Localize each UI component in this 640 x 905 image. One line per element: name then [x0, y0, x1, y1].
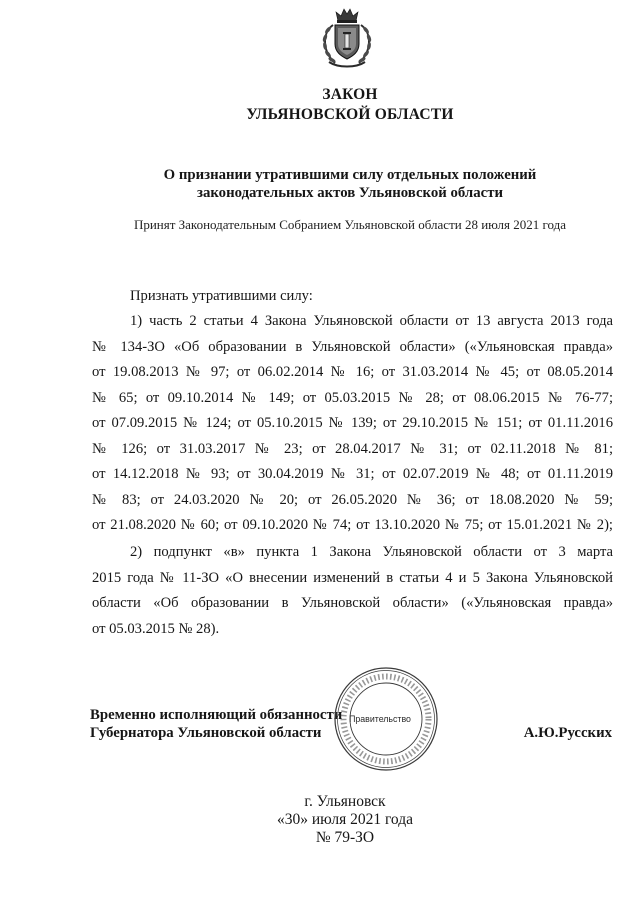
item-2-line: 2015 года № 11-ЗО «О внесении изменений в статьи 4 и 5 Закона Ульяновской — [92, 569, 613, 586]
law-number: № 79-ЗО — [315, 829, 375, 846]
item-2-line: 2) подпункт «в» пункта 1 Закона Ульяновской области от 3 марта — [130, 544, 613, 560]
item-2-paragraph — [92, 540, 613, 642]
item-1-line: от 14.12.2018 № 93; от 30.04.2019 № 31; от 02.07.2019 № 48; от 01.11.2019 — [92, 466, 613, 482]
item-1-paragraph — [92, 309, 613, 539]
signatory-position-line-1: Временно исполняющий обязанности — [90, 707, 343, 723]
law-subject-line-2: законодательных актов Ульяновской области — [197, 185, 503, 201]
official-stamp-icon — [333, 666, 439, 772]
item-1-line: № 134-ЗО «Об образовании в Ульяновской области» («Ульяновская правда» — [92, 338, 613, 355]
adoption-note: Принят Законодательным Собранием Ульяновской области 28 июля 2021 года — [133, 217, 567, 232]
item-2-line: области «Об образовании в Ульяновской области» («Ульяновская правда» — [92, 595, 613, 611]
item-1-line: 1) часть 2 статьи 4 Закона Ульяновской области от 13 августа 2013 года — [130, 313, 613, 329]
item-1-line: от 07.09.2015 № 124; от 05.10.2015 № 139; от 29.10.2015 № 151; от 01.11.2016 — [92, 415, 613, 431]
signatory-name: А.Ю.Русских — [523, 725, 612, 741]
signatory-position-line-2: Губернатора Ульяновской области — [90, 725, 322, 741]
item-2-line: от 05.03.2015 № 28). — [92, 620, 220, 637]
document-type-title: ЗАКОН — [322, 86, 378, 103]
item-1-line: от 19.08.2013 № 97; от 06.02.2014 № 16; от 31.03.2014 № 45; от 08.05.2014 — [92, 364, 613, 380]
stamp-text: Правительство — [349, 714, 411, 724]
body-intro: Признать утратившими силу: — [130, 288, 313, 304]
item-1-line: № 126; от 31.03.2017 № 23; от 28.04.2017 № 31; от 02.11.2018 № 81; — [92, 440, 613, 457]
region-title: УЛЬЯНОВСКОЙ ОБЛАСТИ — [246, 106, 454, 123]
item-1-line: № 65; от 09.10.2014 № 149; от 05.03.2015 № 28; от 08.06.2015 № 76-77; — [92, 389, 613, 406]
item-1-line: от 21.08.2020 № 60; от 09.10.2020 № 74; от 13.10.2020 № 75; от 15.01.2021 № 2); — [92, 517, 613, 533]
item-1-line: № 83; от 24.03.2020 № 20; от 26.05.2020 № 36; от 18.08.2020 № 59; — [92, 491, 613, 508]
place-of-signing: г. Ульяновск — [304, 793, 386, 810]
law-subject-line-1: О признании утратившими силу отдельных положений — [163, 167, 537, 183]
signing-date: «30» июля 2021 года — [276, 811, 414, 828]
coat-of-arms-icon — [316, 7, 378, 71]
